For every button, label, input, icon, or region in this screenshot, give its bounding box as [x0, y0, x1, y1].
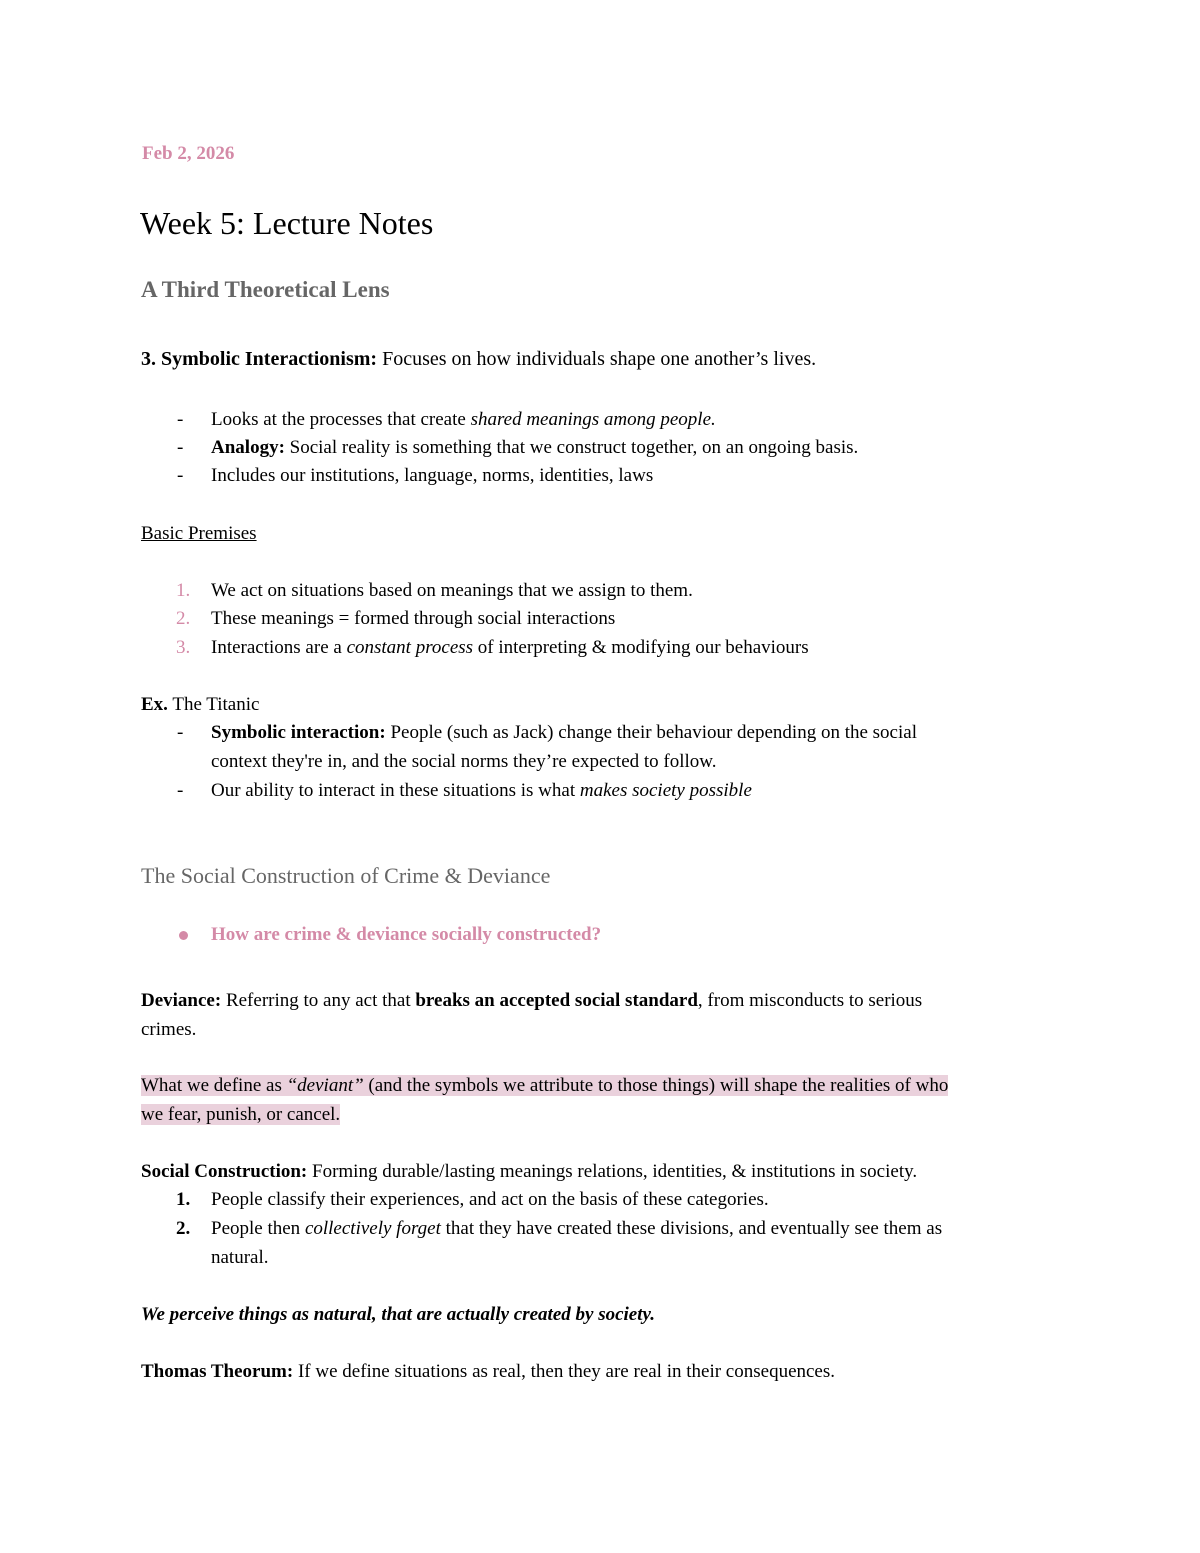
deviance-continuation: crimes.: [141, 1019, 197, 1040]
highlight-text: [141, 1075, 948, 1096]
list-item-text: Our ability to interact in these situations is what: [211, 780, 580, 801]
subtitle: A Third Theoretical Lens: [141, 277, 390, 302]
term-text: Focuses on how individuals shape one another’s lives.: [377, 348, 817, 370]
social-construction-definition: [141, 1161, 917, 1183]
example-text: The Titanic: [167, 694, 260, 715]
dash-bullet: -: [177, 437, 184, 458]
term-text: Forming durable/lasting meanings relations, identities, & institutions in society.: [307, 1161, 918, 1182]
highlight-emphasis: “deviant”: [286, 1075, 364, 1096]
list-number: 3.: [176, 637, 191, 658]
highlight-text: we fear, punish, or cancel.: [141, 1104, 341, 1125]
section-question: How are crime & deviance socially constructed?: [211, 924, 602, 945]
list-item-emphasis: makes society possible: [579, 780, 752, 801]
thomas-theorum: [141, 1361, 835, 1383]
list-item: [211, 1218, 942, 1240]
list-item-text: People then: [211, 1218, 305, 1239]
page-title: Week 5: Lecture Notes: [140, 205, 434, 241]
dash-bullet: -: [177, 722, 184, 743]
list-item-text: of interpreting & modifying our behaviours: [473, 637, 809, 658]
section-heading: The Social Construction of Crime & Deviance: [141, 863, 551, 888]
list-item: [211, 409, 716, 431]
highlighted-statement-continuation: [141, 1104, 340, 1126]
highlight-part: (and the symbols we attribute to those things) will shape the realities of who: [363, 1075, 949, 1096]
emphasis-statement: We perceive things as natural, that are actually created by society.: [141, 1304, 655, 1325]
bullet-dot-icon: [179, 931, 188, 940]
list-item: [211, 722, 917, 744]
term-label: Social Construction:: [141, 1161, 308, 1182]
list-item-text: Looks at the processes that create: [211, 409, 471, 430]
list-number: 1.: [176, 1189, 191, 1210]
list-number: 2.: [176, 608, 191, 629]
dash-bullet: -: [177, 465, 184, 486]
list-item: [211, 637, 809, 659]
highlighted-statement: [141, 1075, 948, 1097]
list-item: People classify their experiences, and act on the basis of these categories.: [211, 1189, 769, 1210]
list-item: Includes our institutions, language, norms, identities, laws: [211, 465, 654, 486]
term-label: 3. Symbolic Interactionism:: [141, 348, 378, 370]
dash-bullet: -: [177, 409, 184, 430]
symbolic-interactionism-definition: [141, 348, 816, 371]
dash-bullet: -: [177, 780, 184, 801]
example-heading: [141, 694, 259, 716]
list-item-text: Interactions are a: [211, 637, 347, 658]
term-text: If we define situations as real, then they are real in their consequences.: [293, 1361, 836, 1382]
term-label: Thomas Theorum:: [141, 1361, 294, 1382]
list-item-label: Symbolic interaction:: [211, 722, 386, 743]
list-item-continuation: context they're in, and the social norms they’re expected to follow.: [211, 751, 717, 772]
list-item-emphasis: constant process: [346, 637, 474, 658]
list-item: We act on situations based on meanings that we assign to them.: [211, 580, 693, 601]
term-label: Deviance:: [141, 990, 222, 1011]
list-item-emphasis: collectively forget: [304, 1218, 441, 1239]
deviance-definition: [141, 990, 922, 1012]
premises-heading: Basic Premises: [141, 523, 257, 544]
highlight-part: What we define as: [141, 1075, 287, 1096]
list-item-continuation: natural.: [211, 1247, 269, 1268]
term-text: , from misconducts to serious: [697, 990, 923, 1011]
list-number: 1.: [176, 580, 191, 601]
date: Feb 2, 2026: [142, 143, 235, 164]
list-item: [211, 437, 858, 459]
list-item: These meanings = formed through social interactions: [211, 608, 616, 629]
list-item-text: Social reality is something that we construct together, on an ongoing basis.: [284, 437, 859, 458]
example-label: Ex.: [141, 694, 168, 715]
list-item: [211, 780, 752, 802]
list-item-emphasis: shared meanings among people.: [470, 409, 716, 430]
term-emphasis: breaks an accepted social standard: [415, 990, 698, 1011]
list-item-label: Analogy:: [211, 437, 285, 458]
list-item-text: People (such as Jack) change their behaviour depending on the social: [385, 722, 917, 743]
list-item-text: that they have created these divisions, and eventually see them as: [440, 1218, 943, 1239]
list-number: 2.: [176, 1218, 191, 1239]
term-text: Referring to any act that: [221, 990, 416, 1011]
